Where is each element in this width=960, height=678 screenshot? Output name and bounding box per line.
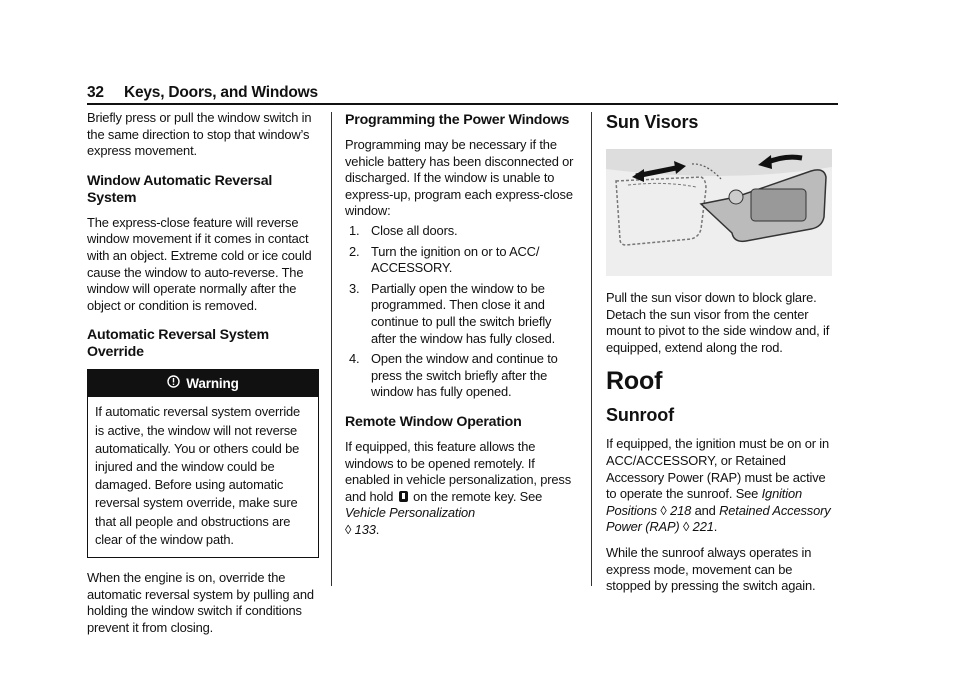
programming-steps [345,223,577,401]
heading-sunroof: Sunroof [606,405,674,426]
sun-visor-illustration [606,149,832,276]
warning-text: If automatic reversal system override is active, the window will not reverse automatically. You or others could be injured and the window could be damaged. Before using automatic reversal system override, make sure that all people and obstructions are clear of the window path. [95,404,301,547]
warning-header [88,370,318,397]
warning-title: Warning [186,376,239,392]
remote-paragraph: If equipped, this feature allows the windows to be opened remotely. If enabled in vehicle personalization, press and hold on the remote key. See Vehicle Personalization ◊ 133. [345,438,572,537]
page-header [87,84,318,102]
list-item: 3. Partially open the window to be programmed. Then close it and continue to pull the switch briefly after the window has fully closed. [349,280,556,346]
ref-page-link[interactable]: 218 [670,502,692,518]
key-fob-window-icon [399,491,408,502]
heading-roof: Roof [606,367,663,396]
page-number: 32 [87,84,104,101]
ref-retained-accessory-power[interactable]: Retained Accessory Power (RAP) [606,502,831,535]
column-divider [331,112,332,586]
ref-page-link[interactable]: 133 [354,521,376,537]
ref-ignition-positions[interactable]: Ignition Positions [606,486,802,518]
sun-visor-paragraph: Pull the sun visor down to block glare. Detach the sun visor from the center mount to pivot to the side window and, if equipped, extend along the rod. [606,290,830,355]
list-item: 1. Close all doors. [349,222,458,238]
section-title: Keys, Doors, and Windows [123,84,318,101]
warning-icon [167,370,180,397]
column-right [606,110,838,604]
heading-window-reversal: Window Automatic Reversal System [87,172,273,206]
list-item: 4. Open the window and continue to press the switch briefly after the window has fully opened. [349,351,558,400]
heading-programming: Programming the Power Windows [345,112,570,128]
header-rule [87,103,838,105]
column-divider [591,112,592,586]
programming-paragraph: Programming may be necessary if the vehicle battery has been disconnected or discharged. If the window is unable to express-up, program each express-close window: [345,137,574,219]
override-paragraph: When the engine is on, override the automatic reversal system by pulling and holding the window switch if conditions prevent it from closing. [87,569,314,635]
sunroof-paragraph: If equipped, the ignition must be on or in ACC/ACCESSORY, or Retained Accessory Power (RAP) must be active to operate the sunroof. See Ignition Positions ◊ 218 and Retained Accessory Power (RAP) ◊ 221. [606,436,831,535]
warning-box [87,369,319,558]
ref-page-link[interactable]: 221 [692,519,714,535]
list-item: 2. Turn the ignition on or to ACC/ ACCESSORY. [349,243,540,276]
sunroof-express-paragraph: While the sunroof always operates in express mode, movement can be stopped by pressing the switch again. [606,544,816,594]
column-middle [345,110,577,547]
heading-reversal-override: Automatic Reversal System Override [87,327,269,361]
heading-remote-window: Remote Window Operation [345,413,522,430]
intro-paragraph: Briefly press or pull the window switch in the same direction to stop that window’s express movement. [87,110,312,159]
reversal-paragraph: The express-close feature will reverse window movement if it comes in contact with an object. Extreme cold or ice could cause the window to auto-reverse. The window will operate normally after the object or condition is removed. [87,214,312,313]
ref-vehicle-personalization[interactable]: Vehicle Personalization [345,505,476,521]
heading-sun-visors: Sun Visors [606,112,699,132]
column-left [87,110,319,645]
